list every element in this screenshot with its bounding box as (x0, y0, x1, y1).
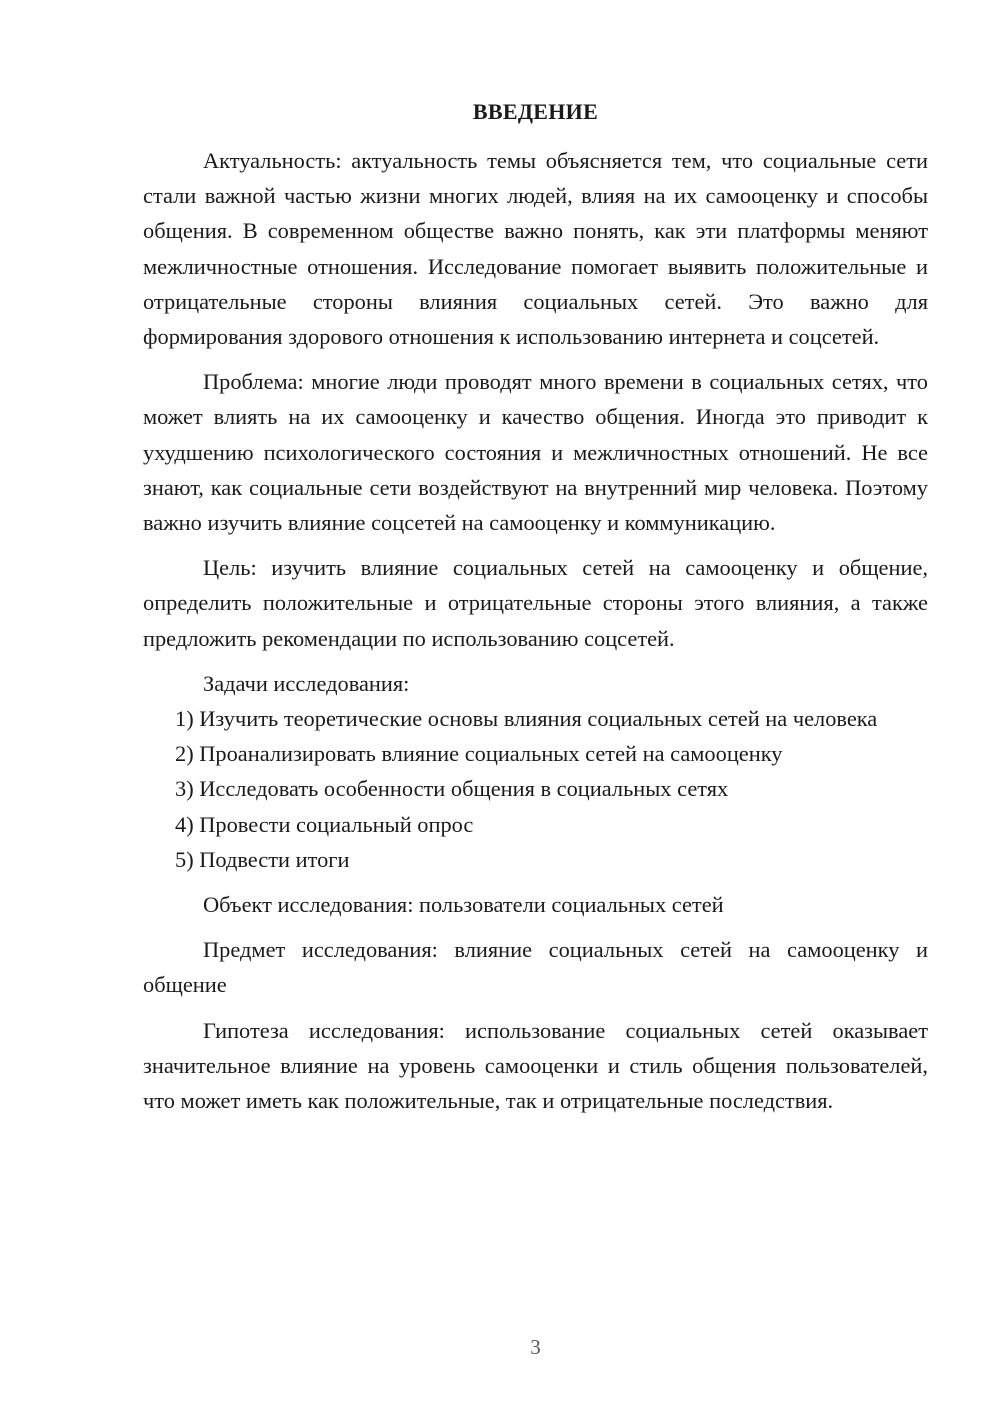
task-item-5: 5) Подвести итоги (175, 846, 350, 872)
task-item-3: 3) Исследовать особенности общения в социальных сетях (175, 776, 729, 802)
task-item-2: 2) Проанализировать влияние социальных сетей на самооценку (175, 741, 783, 767)
document-body (143, 143, 928, 1118)
paragraph-goal: Цель: изучить влияние социальных сетей на самооценку и общение, определить положительные и отрицательные стороны этого влияния, а также предложить рекомендации по использованию соцсетей. (143, 555, 928, 651)
paragraph-problem: Проблема: многие люди проводят много времени в социальных сетях, что может влиять на их самооценку и качество общения. Иногда это приводит к ухудшению психологического состояния и межличностных отношений. Не все знают, как социальные сети воздействуют на внутренний мир человека. Поэтому важно изучить влияние соцсетей на самооценку и коммуникацию. (143, 369, 928, 536)
paragraph-relevance: Актуальность: актуальность темы объясняется тем, что социальные сети стали важной частью жизни многих людей, влияя на их самооценку и способы общения. В современном обществе важно понять, как эти платформы меняют межличностные отношения. Исследование помогает выявить положительные и отрицательные стороны влияния социальных сетей. Это важно для формирования здорового отношения к использованию интернета и соцсетей. (143, 148, 928, 350)
paragraph-hypothesis: Гипотеза исследования: использование социальных сетей оказывает значительное влияние на уровень самооценки и стиль общения пользователей, что может иметь как положительные, так и отрицательные последствия. (143, 1017, 928, 1114)
paragraph-subject: Предмет исследования: влияние социальных сетей на самооценку и общение (143, 937, 928, 998)
document-page (143, 0, 928, 1414)
tasks-heading: Задачи исследования: (203, 670, 410, 696)
page-number: 3 (530, 1335, 541, 1359)
paragraph-object: Объект исследования: пользователи социальных сетей (203, 892, 724, 918)
task-item-4: 4) Провести социальный опрос (175, 811, 474, 837)
task-item-1: 1) Изучить теоретические основы влияния социальных сетей на человека (175, 706, 878, 732)
section-title: ВВЕДЕНИЕ (472, 99, 599, 124)
